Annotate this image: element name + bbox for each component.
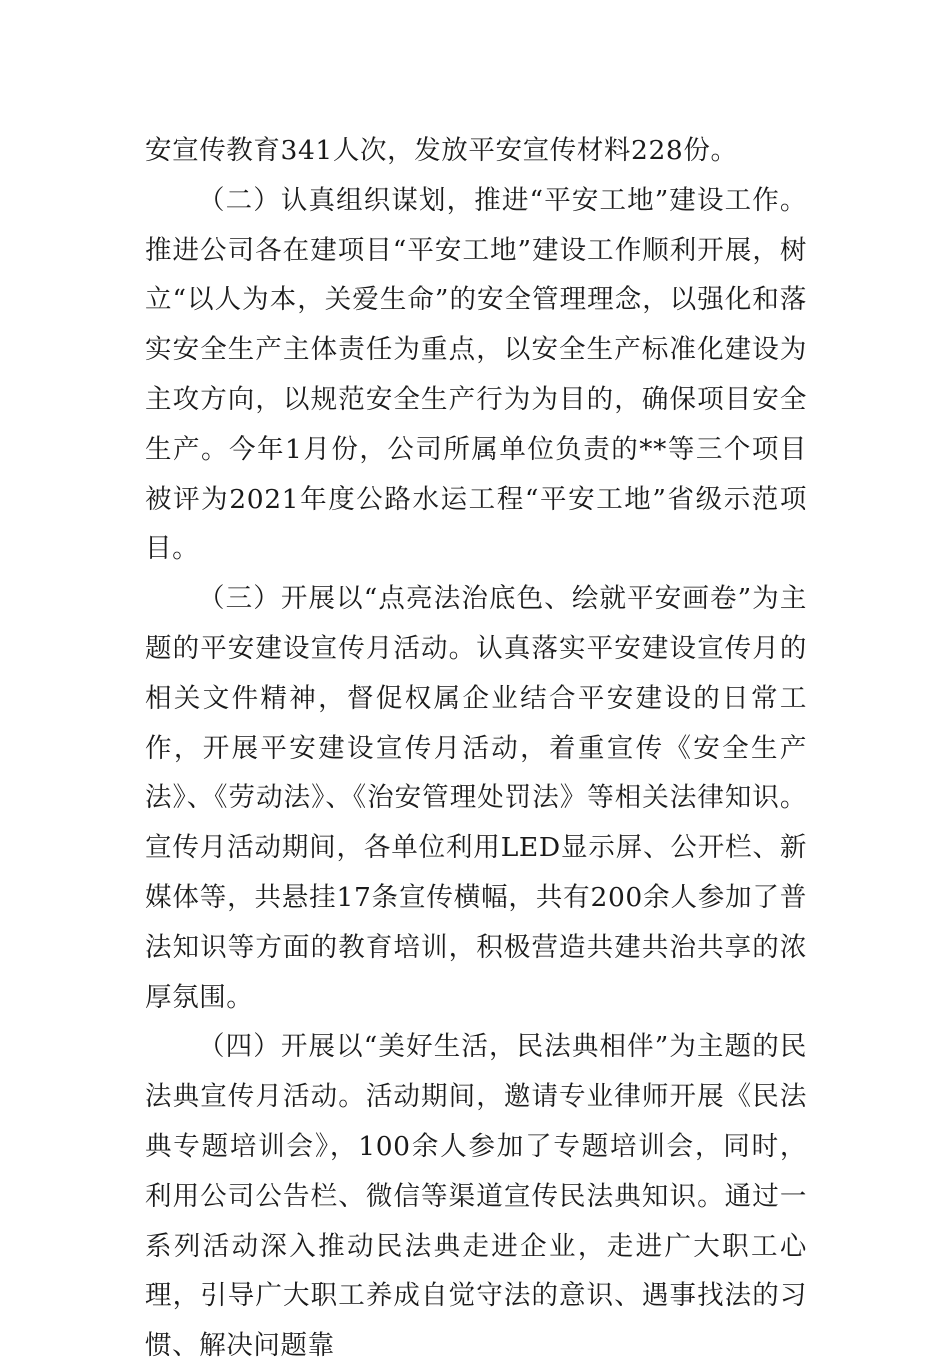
paragraph-section-two: （二）认真组织谋划，推进“平安工地”建设工作。推进公司各在建项目“平安工地”建设工作顺利开展，树立“以人为本，关爱生命”的安全管理理念，以强化和落实安全生产主体责任为重点，以安全生产标准化建设为主攻方向，以规范安全生产行为为目的，确保项目安全生产。今年1月份，公司所属单位负责的**等三个项目被评为2021年度公路水运工程“平安工地”省级示范项目。 (145, 184, 807, 565)
paragraph-section-three: （三）开展以“点亮法治底色、绘就平安画卷”为主题的平安建设宣传月活动。认真落实平安建设宣传月的相关文件精神，督促权属企业结合平安建设的日常工作，开展平安建设宣传月活动，着重宣传《安全生产法》、《劳动法》、《治安管理处罚法》等相关法律知识。宣传月活动期间，各单位利用LED显示屏、公开栏、新媒体等，共悬挂17条宣传横幅，共有200余人参加了普法知识等方面的教育培训，积极营造共建共治共享的浓厚氛围。 (145, 583, 807, 1013)
document-body (145, 126, 807, 1371)
paragraph-section-four: （四）开展以“美好生活，民法典相伴”为主题的民法典宣传月活动。活动期间，邀请专业律师开展《民法典专题培训会》，100余人参加了专题培训会，同时，利用公司公告栏、微信等渠道宣传民法典知识。通过一系列活动深入推动民法典走进企业，走进广大职工心理，引导广大职工养成自觉守法的意识、遇事找法的习惯、解决问题靠 (145, 1031, 807, 1362)
paragraph-continuation: 安宣传教育341人次，发放平安宣传材料228份。 (145, 135, 738, 166)
